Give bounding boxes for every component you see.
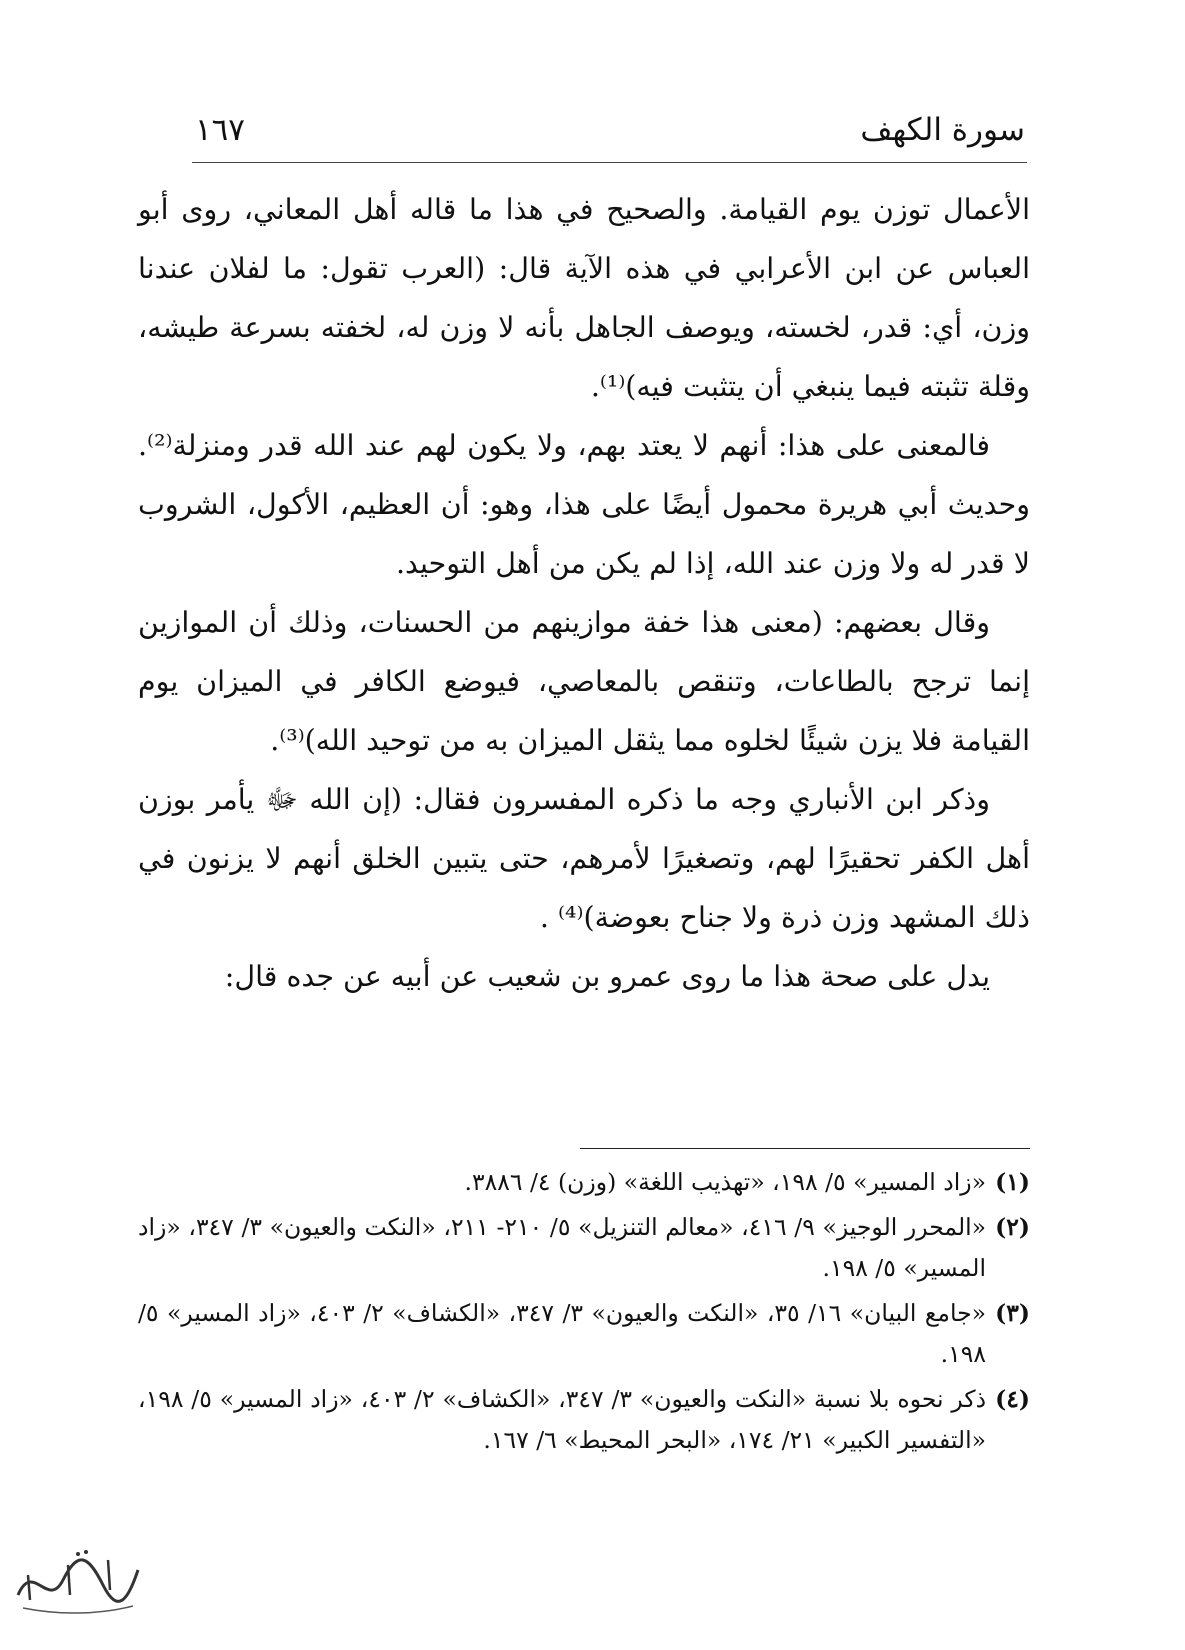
- footnote-text: «زاد المسير» ٥/ ١٩٨، «تهذيب اللغة» (وزن) ٤/ ٣٨٨٦.: [464, 1168, 986, 1196]
- paragraph: وقال بعضهم: (معنى هذا خفة موازينهم من الحسنات، وذلك أن الموازين إنما ترجح بالطاعات، وتنقص بالمعاصي، فيوضع الكافر في الميزان يوم القيامة فلا يزن شيئًا لخلوه مما يثقل الميزان به من توحيد الله)⁽³⁾.: [138, 606, 1030, 757]
- footnote-divider: [580, 1148, 1030, 1149]
- watermark-logo: [8, 1540, 148, 1620]
- footnotes: [138, 1162, 1030, 1465]
- footnote-item: [138, 1293, 1030, 1375]
- calligraphy-watermark-icon: [8, 1540, 148, 1620]
- footnote-number: (٢): [995, 1213, 1030, 1241]
- footnote-number: (٣): [995, 1299, 1030, 1327]
- paragraph: فالمعنى على هذا: أنهم لا يعتد بهم، ولا يكون لهم عند الله قدر ومنزلة⁽²⁾. وحديث أبي هريرة محمول أيضًا على هذا، وهو: أن العظيم، الأكول، الشروب لا قدر له ولا وزن عند الله، إذا لم يكن من أهل التوحيد.: [138, 429, 1030, 580]
- footnote-text: «المحرر الوجيز» ٩/ ٤١٦، «معالم التنزيل» ٥/ ٢١٠- ٢١١، «النكت والعيون» ٣/ ٣٤٧، «زاد المسير» ٥/ ١٩٨.: [138, 1213, 987, 1282]
- footnote-item: [138, 1162, 1030, 1203]
- header-divider: [192, 162, 1027, 163]
- page-header: [195, 100, 1025, 160]
- footnote-number: (١): [995, 1168, 1030, 1196]
- surah-title: سورة الكهف: [860, 112, 1025, 148]
- paragraph: وذكر ابن الأنباري وجه ما ذكره المفسرون فقال: (إن الله ﷻ يأمر بوزن أهل الكفر تحقيرًا لهم، وتصغيرًا لأمرهم، حتى يتبين الخلق أنهم لا يزنون في ذلك المشهد وزن ذرة ولا جناح بعوضة)⁽⁴⁾ .: [138, 783, 1030, 934]
- footnote-number: (٤): [995, 1385, 1030, 1413]
- page-number: ١٦٧: [195, 112, 245, 148]
- footnote-item: [138, 1379, 1030, 1461]
- paragraph: يدل على صحة هذا ما روى عمرو بن شعيب عن أبيه عن جده قال:: [224, 960, 990, 993]
- footnote-text: «جامع البيان» ١٦/ ٣٥، «النكت والعيون» ٣/ ٣٤٧، «الكشاف» ٢/ ٤٠٣، «زاد المسير» ٥/ ١٩٨.: [138, 1299, 987, 1368]
- main-text: [138, 180, 1030, 1006]
- footnote-text: ذكر نحوه بلا نسبة «النكت والعيون» ٣/ ٣٤٧، «الكشاف» ٢/ ٤٠٣، «زاد المسير» ٥/ ١٩٨، «التفسير الكبير» ٢١/ ١٧٤، «البحر المحيط» ٦/ ١٦٧.: [138, 1385, 987, 1454]
- paragraph: الأعمال توزن يوم القيامة. والصحيح في هذا ما قاله أهل المعاني، روى أبو العباس عن ابن الأعرابي في هذه الآية قال: (العرب تقول: ما لفلان عندنا وزن، أي: قدر، لخسته، ويوصف الجاهل بأنه لا وزن له، لخفته بسرعة طيشه، وقلة تثبته فيما ينبغي أن يتثبت فيه)⁽¹⁾.: [138, 193, 1030, 403]
- footnote-item: [138, 1207, 1030, 1289]
